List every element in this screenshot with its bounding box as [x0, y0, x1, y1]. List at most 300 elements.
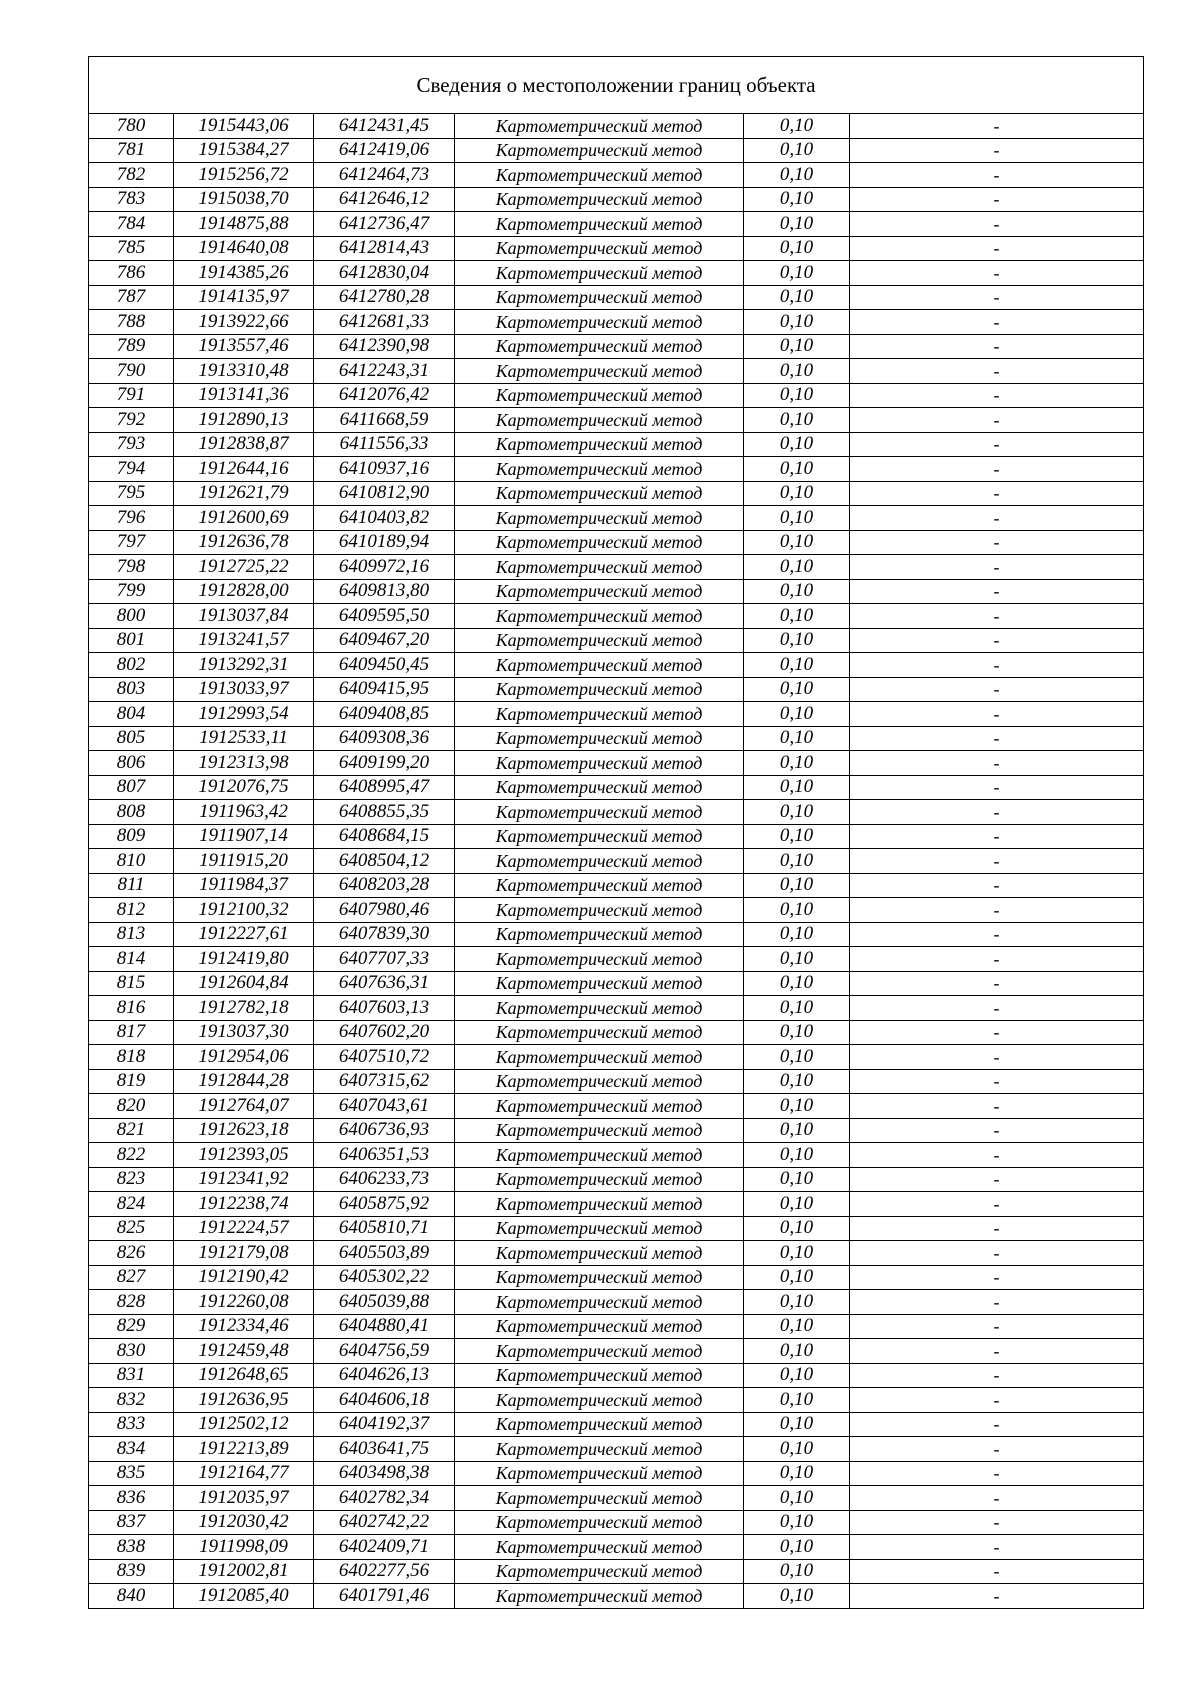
method-cell: Картометрический метод — [455, 898, 744, 923]
x-coordinate-cell: 1914135,97 — [174, 285, 314, 310]
table-row — [89, 653, 1144, 678]
y-coordinate-cell: 6407707,33 — [314, 947, 455, 972]
y-coordinate-cell: 6404192,37 — [314, 1412, 455, 1437]
method-cell: Картометрический метод — [455, 1437, 744, 1462]
accuracy-cell: 0,10 — [744, 947, 850, 972]
accuracy-cell: 0,10 — [744, 1290, 850, 1315]
accuracy-cell: 0,10 — [744, 212, 850, 237]
point-number-cell: 786 — [89, 261, 174, 286]
accuracy-cell: 0,10 — [744, 873, 850, 898]
y-coordinate-cell: 6412814,43 — [314, 236, 455, 261]
method-cell: Картометрический метод — [455, 1461, 744, 1486]
note-cell: - — [850, 1020, 1144, 1045]
method-cell: Картометрический метод — [455, 726, 744, 751]
method-cell: Картометрический метод — [455, 1314, 744, 1339]
x-coordinate-cell: 1912828,00 — [174, 579, 314, 604]
table-row — [89, 383, 1144, 408]
point-number-cell: 817 — [89, 1020, 174, 1045]
accuracy-cell: 0,10 — [744, 432, 850, 457]
table-row — [89, 359, 1144, 384]
note-cell: - — [850, 334, 1144, 359]
accuracy-cell: 0,10 — [744, 163, 850, 188]
method-cell: Картометрический метод — [455, 1069, 744, 1094]
method-cell: Картометрический метод — [455, 236, 744, 261]
x-coordinate-cell: 1915038,70 — [174, 187, 314, 212]
x-coordinate-cell: 1911963,42 — [174, 800, 314, 825]
accuracy-cell: 0,10 — [744, 114, 850, 139]
y-coordinate-cell: 6405875,92 — [314, 1192, 455, 1217]
point-number-cell: 818 — [89, 1045, 174, 1070]
table-row — [89, 212, 1144, 237]
x-coordinate-cell: 1912502,12 — [174, 1412, 314, 1437]
method-cell: Картометрический метод — [455, 1388, 744, 1413]
table-row — [89, 285, 1144, 310]
note-cell: - — [850, 1461, 1144, 1486]
y-coordinate-cell: 6406736,93 — [314, 1118, 455, 1143]
accuracy-cell: 0,10 — [744, 285, 850, 310]
table-row — [89, 187, 1144, 212]
method-cell: Картометрический метод — [455, 1535, 744, 1560]
note-cell: - — [850, 1241, 1144, 1266]
method-cell: Картометрический метод — [455, 824, 744, 849]
accuracy-cell: 0,10 — [744, 1388, 850, 1413]
method-cell: Картометрический метод — [455, 1486, 744, 1511]
y-coordinate-cell: 6408504,12 — [314, 849, 455, 874]
x-coordinate-cell: 1912341,92 — [174, 1167, 314, 1192]
table-row — [89, 1069, 1144, 1094]
accuracy-cell: 0,10 — [744, 726, 850, 751]
point-number-cell: 809 — [89, 824, 174, 849]
point-number-cell: 802 — [89, 653, 174, 678]
note-cell: - — [850, 947, 1144, 972]
table-row — [89, 1437, 1144, 1462]
point-number-cell: 815 — [89, 971, 174, 996]
table-row — [89, 261, 1144, 286]
note-cell: - — [850, 1486, 1144, 1511]
x-coordinate-cell: 1912600,69 — [174, 506, 314, 531]
table-row — [89, 1584, 1144, 1609]
method-cell: Картометрический метод — [455, 530, 744, 555]
point-number-cell: 836 — [89, 1486, 174, 1511]
point-number-cell: 780 — [89, 114, 174, 139]
x-coordinate-cell: 1912393,05 — [174, 1143, 314, 1168]
point-number-cell: 840 — [89, 1584, 174, 1609]
point-number-cell: 785 — [89, 236, 174, 261]
y-coordinate-cell: 6412681,33 — [314, 310, 455, 335]
point-number-cell: 788 — [89, 310, 174, 335]
note-cell: - — [850, 1388, 1144, 1413]
method-cell: Картометрический метод — [455, 310, 744, 335]
x-coordinate-cell: 1912227,61 — [174, 922, 314, 947]
table-row — [89, 1020, 1144, 1045]
accuracy-cell: 0,10 — [744, 996, 850, 1021]
accuracy-cell: 0,10 — [744, 383, 850, 408]
method-cell: Картометрический метод — [455, 383, 744, 408]
accuracy-cell: 0,10 — [744, 1314, 850, 1339]
x-coordinate-cell: 1912621,79 — [174, 481, 314, 506]
method-cell: Картометрический метод — [455, 751, 744, 776]
x-coordinate-cell: 1913037,84 — [174, 604, 314, 629]
table-row — [89, 555, 1144, 580]
accuracy-cell: 0,10 — [744, 1559, 850, 1584]
point-number-cell: 803 — [89, 677, 174, 702]
point-number-cell: 783 — [89, 187, 174, 212]
point-number-cell: 800 — [89, 604, 174, 629]
table-row — [89, 579, 1144, 604]
x-coordinate-cell: 1912238,74 — [174, 1192, 314, 1217]
x-coordinate-cell: 1912190,42 — [174, 1265, 314, 1290]
y-coordinate-cell: 6405503,89 — [314, 1241, 455, 1266]
accuracy-cell: 0,10 — [744, 310, 850, 335]
table-row — [89, 996, 1144, 1021]
accuracy-cell: 0,10 — [744, 1535, 850, 1560]
accuracy-cell: 0,10 — [744, 555, 850, 580]
accuracy-cell: 0,10 — [744, 1143, 850, 1168]
x-coordinate-cell: 1912636,95 — [174, 1388, 314, 1413]
accuracy-cell: 0,10 — [744, 1241, 850, 1266]
note-cell: - — [850, 1314, 1144, 1339]
point-number-cell: 820 — [89, 1094, 174, 1119]
y-coordinate-cell: 6407980,46 — [314, 898, 455, 923]
y-coordinate-cell: 6402409,71 — [314, 1535, 455, 1560]
x-coordinate-cell: 1912224,57 — [174, 1216, 314, 1241]
table-row — [89, 800, 1144, 825]
x-coordinate-cell: 1913292,31 — [174, 653, 314, 678]
x-coordinate-cell: 1911907,14 — [174, 824, 314, 849]
x-coordinate-cell: 1911998,09 — [174, 1535, 314, 1560]
note-cell: - — [850, 359, 1144, 384]
y-coordinate-cell: 6412076,42 — [314, 383, 455, 408]
table-row — [89, 1510, 1144, 1535]
y-coordinate-cell: 6409408,85 — [314, 702, 455, 727]
method-cell: Картометрический метод — [455, 604, 744, 629]
table-row — [89, 726, 1144, 751]
note-cell: - — [850, 408, 1144, 433]
note-cell: - — [850, 285, 1144, 310]
table-row — [89, 530, 1144, 555]
accuracy-cell: 0,10 — [744, 408, 850, 433]
y-coordinate-cell: 6405302,22 — [314, 1265, 455, 1290]
point-number-cell: 826 — [89, 1241, 174, 1266]
note-cell: - — [850, 604, 1144, 629]
x-coordinate-cell: 1912213,89 — [174, 1437, 314, 1462]
accuracy-cell: 0,10 — [744, 1510, 850, 1535]
x-coordinate-cell: 1915384,27 — [174, 138, 314, 163]
point-number-cell: 793 — [89, 432, 174, 457]
note-cell: - — [850, 775, 1144, 800]
y-coordinate-cell: 6405039,88 — [314, 1290, 455, 1315]
accuracy-cell: 0,10 — [744, 261, 850, 286]
x-coordinate-cell: 1912636,78 — [174, 530, 314, 555]
x-coordinate-cell: 1911915,20 — [174, 849, 314, 874]
accuracy-cell: 0,10 — [744, 1045, 850, 1070]
table-row — [89, 1241, 1144, 1266]
table-row — [89, 1388, 1144, 1413]
method-cell: Картометрический метод — [455, 849, 744, 874]
point-number-cell: 799 — [89, 579, 174, 604]
table-row — [89, 163, 1144, 188]
y-coordinate-cell: 6412431,45 — [314, 114, 455, 139]
method-cell: Картометрический метод — [455, 1510, 744, 1535]
y-coordinate-cell: 6407839,30 — [314, 922, 455, 947]
x-coordinate-cell: 1912844,28 — [174, 1069, 314, 1094]
y-coordinate-cell: 6409595,50 — [314, 604, 455, 629]
y-coordinate-cell: 6403498,38 — [314, 1461, 455, 1486]
table-row — [89, 1486, 1144, 1511]
note-cell: - — [850, 677, 1144, 702]
y-coordinate-cell: 6407603,13 — [314, 996, 455, 1021]
point-number-cell: 811 — [89, 873, 174, 898]
note-cell: - — [850, 506, 1144, 531]
table-row — [89, 1559, 1144, 1584]
note-cell: - — [850, 702, 1144, 727]
point-number-cell: 804 — [89, 702, 174, 727]
point-number-cell: 806 — [89, 751, 174, 776]
accuracy-cell: 0,10 — [744, 187, 850, 212]
point-number-cell: 789 — [89, 334, 174, 359]
y-coordinate-cell: 6409813,80 — [314, 579, 455, 604]
point-number-cell: 824 — [89, 1192, 174, 1217]
x-coordinate-cell: 1911984,37 — [174, 873, 314, 898]
note-cell: - — [850, 481, 1144, 506]
x-coordinate-cell: 1912623,18 — [174, 1118, 314, 1143]
x-coordinate-cell: 1913557,46 — [174, 334, 314, 359]
method-cell: Картометрический метод — [455, 1192, 744, 1217]
method-cell: Картометрический метод — [455, 1412, 744, 1437]
method-cell: Картометрический метод — [455, 1265, 744, 1290]
x-coordinate-cell: 1912260,08 — [174, 1290, 314, 1315]
method-cell: Картометрический метод — [455, 702, 744, 727]
x-coordinate-cell: 1912764,07 — [174, 1094, 314, 1119]
point-number-cell: 834 — [89, 1437, 174, 1462]
note-cell: - — [850, 383, 1144, 408]
x-coordinate-cell: 1912648,65 — [174, 1363, 314, 1388]
table-row — [89, 873, 1144, 898]
note-cell: - — [850, 457, 1144, 482]
y-coordinate-cell: 6406233,73 — [314, 1167, 455, 1192]
accuracy-cell: 0,10 — [744, 530, 850, 555]
accuracy-cell: 0,10 — [744, 1437, 850, 1462]
table-row — [89, 775, 1144, 800]
point-number-cell: 838 — [89, 1535, 174, 1560]
x-coordinate-cell: 1912419,80 — [174, 947, 314, 972]
note-cell: - — [850, 971, 1144, 996]
point-number-cell: 819 — [89, 1069, 174, 1094]
note-cell: - — [850, 138, 1144, 163]
note-cell: - — [850, 849, 1144, 874]
method-cell: Картометрический метод — [455, 1363, 744, 1388]
note-cell: - — [850, 1167, 1144, 1192]
x-coordinate-cell: 1915443,06 — [174, 114, 314, 139]
point-number-cell: 781 — [89, 138, 174, 163]
point-number-cell: 823 — [89, 1167, 174, 1192]
method-cell: Картометрический метод — [455, 457, 744, 482]
accuracy-cell: 0,10 — [744, 1020, 850, 1045]
method-cell: Картометрический метод — [455, 996, 744, 1021]
note-cell: - — [850, 1118, 1144, 1143]
accuracy-cell: 0,10 — [744, 481, 850, 506]
method-cell: Картометрический метод — [455, 1241, 744, 1266]
note-cell: - — [850, 653, 1144, 678]
table-row — [89, 824, 1144, 849]
y-coordinate-cell: 6412464,73 — [314, 163, 455, 188]
point-number-cell: 795 — [89, 481, 174, 506]
y-coordinate-cell: 6403641,75 — [314, 1437, 455, 1462]
table-row — [89, 971, 1144, 996]
y-coordinate-cell: 6404626,13 — [314, 1363, 455, 1388]
x-coordinate-cell: 1912035,97 — [174, 1486, 314, 1511]
x-coordinate-cell: 1913033,97 — [174, 677, 314, 702]
x-coordinate-cell: 1912164,77 — [174, 1461, 314, 1486]
accuracy-cell: 0,10 — [744, 1192, 850, 1217]
accuracy-cell: 0,10 — [744, 506, 850, 531]
table-row — [89, 849, 1144, 874]
note-cell: - — [850, 1412, 1144, 1437]
accuracy-cell: 0,10 — [744, 1584, 850, 1609]
y-coordinate-cell: 6405810,71 — [314, 1216, 455, 1241]
x-coordinate-cell: 1912838,87 — [174, 432, 314, 457]
table-row — [89, 628, 1144, 653]
accuracy-cell: 0,10 — [744, 775, 850, 800]
x-coordinate-cell: 1912644,16 — [174, 457, 314, 482]
note-cell: - — [850, 1216, 1144, 1241]
y-coordinate-cell: 6410937,16 — [314, 457, 455, 482]
y-coordinate-cell: 6410812,90 — [314, 481, 455, 506]
accuracy-cell: 0,10 — [744, 1167, 850, 1192]
y-coordinate-cell: 6404606,18 — [314, 1388, 455, 1413]
y-coordinate-cell: 6402782,34 — [314, 1486, 455, 1511]
y-coordinate-cell: 6409467,20 — [314, 628, 455, 653]
accuracy-cell: 0,10 — [744, 677, 850, 702]
y-coordinate-cell: 6412830,04 — [314, 261, 455, 286]
method-cell: Картометрический метод — [455, 138, 744, 163]
table-row — [89, 1192, 1144, 1217]
method-cell: Картометрический метод — [455, 1118, 744, 1143]
x-coordinate-cell: 1912782,18 — [174, 996, 314, 1021]
table-row — [89, 1363, 1144, 1388]
table-title-row — [89, 57, 1144, 114]
y-coordinate-cell: 6408203,28 — [314, 873, 455, 898]
accuracy-cell: 0,10 — [744, 1094, 850, 1119]
table-row — [89, 1290, 1144, 1315]
accuracy-cell: 0,10 — [744, 922, 850, 947]
x-coordinate-cell: 1915256,72 — [174, 163, 314, 188]
table-row — [89, 310, 1144, 335]
table-row — [89, 334, 1144, 359]
method-cell: Картометрический метод — [455, 775, 744, 800]
table-row — [89, 457, 1144, 482]
method-cell: Картометрический метод — [455, 1094, 744, 1119]
y-coordinate-cell: 6407510,72 — [314, 1045, 455, 1070]
x-coordinate-cell: 1912179,08 — [174, 1241, 314, 1266]
y-coordinate-cell: 6407043,61 — [314, 1094, 455, 1119]
point-number-cell: 828 — [89, 1290, 174, 1315]
accuracy-cell: 0,10 — [744, 1216, 850, 1241]
x-coordinate-cell: 1914875,88 — [174, 212, 314, 237]
method-cell: Картометрический метод — [455, 800, 744, 825]
document-title: Сведения о местоположении границ объекта — [89, 57, 1144, 114]
note-cell: - — [850, 1045, 1144, 1070]
accuracy-cell: 0,10 — [744, 1412, 850, 1437]
point-number-cell: 813 — [89, 922, 174, 947]
y-coordinate-cell: 6412390,98 — [314, 334, 455, 359]
y-coordinate-cell: 6407602,20 — [314, 1020, 455, 1045]
method-cell: Картометрический метод — [455, 1045, 744, 1070]
y-coordinate-cell: 6411556,33 — [314, 432, 455, 457]
table-row — [89, 1167, 1144, 1192]
point-number-cell: 822 — [89, 1143, 174, 1168]
table-row — [89, 1045, 1144, 1070]
point-number-cell: 805 — [89, 726, 174, 751]
x-coordinate-cell: 1912085,40 — [174, 1584, 314, 1609]
x-coordinate-cell: 1913141,36 — [174, 383, 314, 408]
y-coordinate-cell: 6411668,59 — [314, 408, 455, 433]
accuracy-cell: 0,10 — [744, 1339, 850, 1364]
y-coordinate-cell: 6402742,22 — [314, 1510, 455, 1535]
note-cell: - — [850, 530, 1144, 555]
note-cell: - — [850, 726, 1144, 751]
accuracy-cell: 0,10 — [744, 457, 850, 482]
y-coordinate-cell: 6406351,53 — [314, 1143, 455, 1168]
method-cell: Картометрический метод — [455, 1216, 744, 1241]
y-coordinate-cell: 6408684,15 — [314, 824, 455, 849]
point-number-cell: 782 — [89, 163, 174, 188]
x-coordinate-cell: 1912459,48 — [174, 1339, 314, 1364]
accuracy-cell: 0,10 — [744, 604, 850, 629]
accuracy-cell: 0,10 — [744, 628, 850, 653]
note-cell: - — [850, 1143, 1144, 1168]
note-cell: - — [850, 1290, 1144, 1315]
method-cell: Картометрический метод — [455, 506, 744, 531]
point-number-cell: 810 — [89, 849, 174, 874]
x-coordinate-cell: 1913310,48 — [174, 359, 314, 384]
note-cell: - — [850, 1535, 1144, 1560]
method-cell: Картометрический метод — [455, 114, 744, 139]
table-row — [89, 898, 1144, 923]
table-row — [89, 481, 1144, 506]
x-coordinate-cell: 1914640,08 — [174, 236, 314, 261]
point-number-cell: 831 — [89, 1363, 174, 1388]
note-cell: - — [850, 1437, 1144, 1462]
table-row — [89, 1412, 1144, 1437]
x-coordinate-cell: 1913922,66 — [174, 310, 314, 335]
method-cell: Картометрический метод — [455, 432, 744, 457]
method-cell: Картометрический метод — [455, 873, 744, 898]
x-coordinate-cell: 1912725,22 — [174, 555, 314, 580]
table-row — [89, 432, 1144, 457]
point-number-cell: 816 — [89, 996, 174, 1021]
y-coordinate-cell: 6407315,62 — [314, 1069, 455, 1094]
method-cell: Картометрический метод — [455, 187, 744, 212]
method-cell: Картометрический метод — [455, 285, 744, 310]
x-coordinate-cell: 1912076,75 — [174, 775, 314, 800]
point-number-cell: 814 — [89, 947, 174, 972]
table-body — [89, 114, 1144, 1609]
y-coordinate-cell: 6412419,06 — [314, 138, 455, 163]
table-row — [89, 138, 1144, 163]
method-cell: Картометрический метод — [455, 261, 744, 286]
note-cell: - — [850, 1510, 1144, 1535]
point-number-cell: 784 — [89, 212, 174, 237]
point-number-cell: 794 — [89, 457, 174, 482]
accuracy-cell: 0,10 — [744, 1265, 850, 1290]
table-row — [89, 114, 1144, 139]
accuracy-cell: 0,10 — [744, 751, 850, 776]
point-number-cell: 812 — [89, 898, 174, 923]
table-row — [89, 408, 1144, 433]
accuracy-cell: 0,10 — [744, 971, 850, 996]
accuracy-cell: 0,10 — [744, 653, 850, 678]
